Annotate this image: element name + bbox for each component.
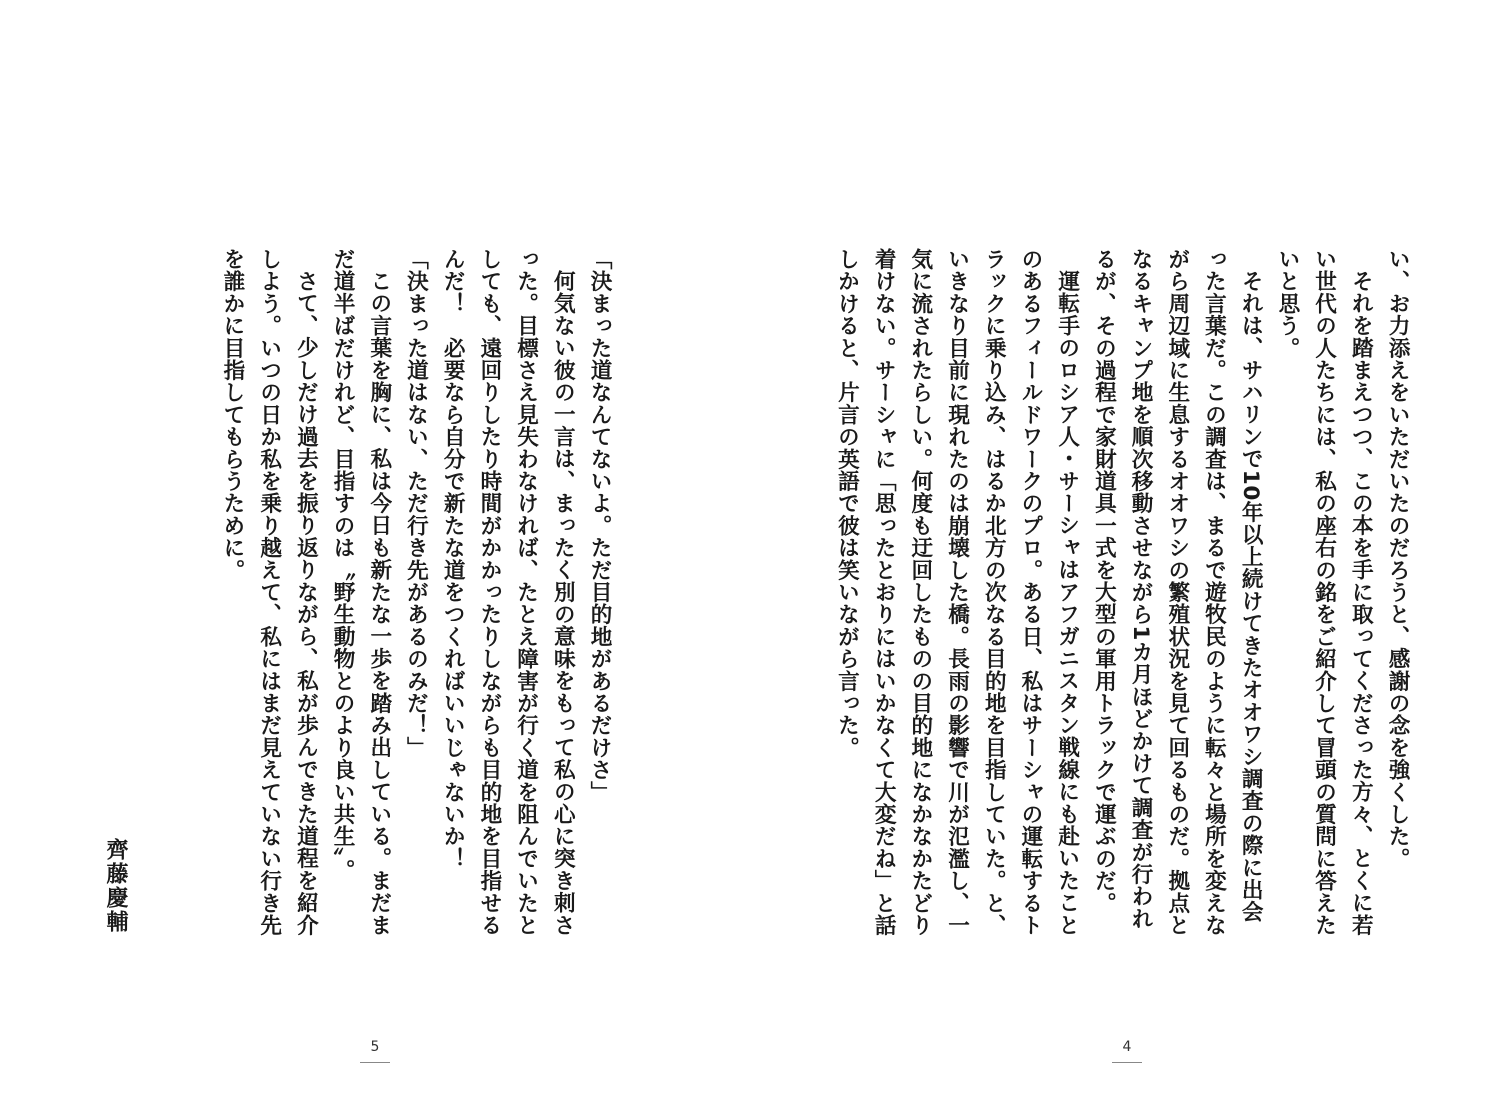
paragraph: 運転手のロシア人・サーシャはアフガニスタン戦線にも赴いたことのあるフィールドワークのプロ。ある日、私はサーシャの運転するトラックに乗り込み、はるか北方の次なる目的地を目指していた。と、いきなり目前に現れたのは崩壊した橋。長雨の影響で川が氾濫し、一気に流されたらしい。何度も迂回したものの目的地になかなかたどり着けない。サーシャに「思ったとおりにはいかなくて大変だね」と話しかけると、片言の英語で彼は笑いながら言った。 xyxy=(834,248,1080,937)
paragraph: い、お力添えをいただいたのだろうと、感謝の念を強くした。 xyxy=(1385,248,1410,870)
page-right xyxy=(750,0,1500,1105)
paragraph-quote-1: 「決まった道なんてないよ。ただ目的地があるだけさ」 xyxy=(587,248,612,803)
page-number-rule xyxy=(360,1062,390,1063)
paragraph: この言葉を胸に、私は今日も新たな一歩を踏み出している。まだまだ道半ばだけれど、目指すのは〝野生動物とのより良い共生〟。 xyxy=(330,248,392,936)
paragraph: それは、サハリンで10年以上続けてきたオオワシ調査の際に出会った言葉だ。この調査は、まるで遊牧民のように転々と場所を変えながら周辺域に生息するオオワシの繁殖状況を見て回るものだ。拠点となるキャンプ地を順次移動させながら1カ月ほどかけて調査が行われるが、その過程で家財道具一式を大型の軍用トラックで運ぶのだ。 xyxy=(1091,248,1264,937)
body-text-right xyxy=(828,248,1415,938)
paragraph-quote-2: 「決まった道はない、ただ行き先があるのみだ！」 xyxy=(403,248,429,759)
body-text-left xyxy=(213,248,617,938)
paragraph: それを踏まえつつ、この本を手に取ってくださった方々、とくに若い世代の人たちには、私の座右の銘をご紹介して冒頭の質問に答えたいと思う。 xyxy=(1274,248,1374,937)
page-number: 5 xyxy=(370,1039,380,1055)
author-signature: 齊藤慶輔 xyxy=(103,838,128,934)
paragraph: さて、少しだけ過去を振り返りながら、私が歩んできた道程を紹介しよう。いつの日か私を乗り越えて、私にはまだ見えていない行き先を誰かに目指してもらうために。 xyxy=(219,248,319,937)
paragraph: 何気ない彼の一言は、まったく別の意味をもって私の心に突き刺さった。目標さえ見失わなければ、たとえ障害が行く道を阻んでいたとしても、遠回りしたり時間がかかったりしながらも目的地を目指せるんだ！ 必要なら自分で新たな道をつくればいいじゃないか！ xyxy=(440,248,576,937)
page-number: 4 xyxy=(1122,1039,1132,1055)
page-number-rule xyxy=(1112,1062,1142,1063)
